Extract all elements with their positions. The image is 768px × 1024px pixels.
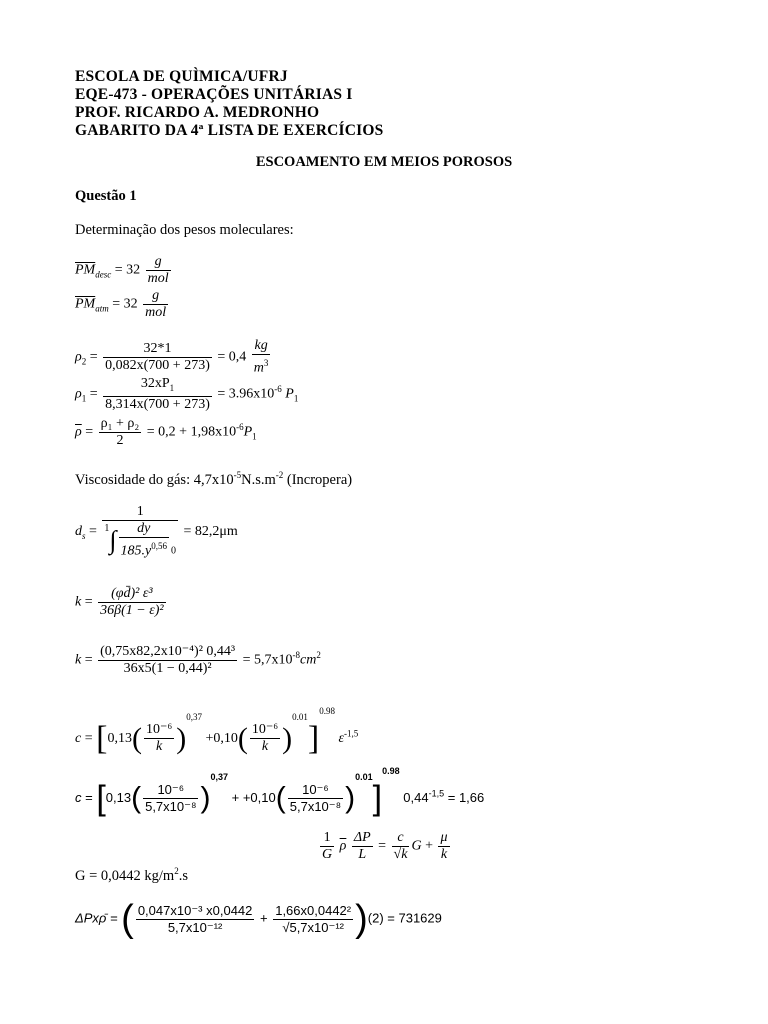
- c2-tail: 0,44: [403, 790, 429, 805]
- g-value-text: [75, 866, 188, 885]
- c2-num-a: 10⁻⁶: [143, 782, 198, 799]
- final-lhs: ΔPxρ̄ =: [75, 910, 118, 926]
- eq-pm-atm: [75, 288, 170, 321]
- c2-coef-b: +0,10: [242, 790, 276, 805]
- c1-den-a: k: [155, 739, 163, 755]
- rho1-frac: $\frac{32xP_1}{8,314x(700 + 273)}$: [105, 376, 210, 412]
- viscosity-suffix: (Incropera): [283, 471, 353, 488]
- c1-frac-a: [144, 722, 174, 755]
- ergun-lhs-num: 1: [320, 830, 334, 847]
- c1-num-b: 10⁻⁶: [251, 722, 279, 738]
- eq-ds: $d_s$ = 1 $^1$∫ $\frac{dy}{185.y^{0,56}}$ 0 = 82,2μm: [75, 504, 238, 559]
- rho2-result: = 0,4: [217, 349, 247, 365]
- rhobar-den: 2: [116, 433, 124, 448]
- g-suffix: .s: [178, 867, 188, 884]
- course-code: EQE-473 - OPERAÇÕES UNITÁRIAS I: [75, 86, 353, 103]
- k2-frac: [98, 644, 237, 677]
- k1-den: 36β(1 − ε)²: [100, 603, 164, 618]
- c1-num-a: 10⁻⁶: [145, 722, 173, 738]
- g-exp: 2: [174, 866, 179, 876]
- ergun-c: [392, 830, 410, 863]
- rhobar-num: ρ₁ + ρ₂: [100, 416, 140, 431]
- c1-epsilon: ε: [338, 731, 345, 746]
- rhobar-exp: -6: [236, 422, 244, 433]
- c2-den-b: 5,7x10⁻⁸: [289, 799, 342, 815]
- pm-unit-num: g: [154, 254, 162, 269]
- k1-frac: [98, 586, 165, 619]
- rho2-unit-den: m: [253, 360, 264, 376]
- rho2-unit-num: kg: [254, 338, 268, 353]
- pm-unit-frac: [146, 254, 171, 287]
- pm-unit-frac-2: [143, 288, 168, 321]
- ergun-mu-den: k: [440, 847, 448, 862]
- c1-den-b: k: [261, 739, 269, 755]
- ergun-dp-den: L: [358, 847, 367, 862]
- section-title: ESCOAMENTO EM MEIOS POROSOS: [255, 154, 513, 170]
- ergun-c-num: c: [397, 830, 404, 845]
- c1-coef-b: +0,10: [205, 731, 238, 746]
- final-t2-den: √5,7x10⁻¹²: [282, 919, 345, 935]
- c2-exp2: 0.01: [355, 772, 373, 782]
- eq-pm-desc: [75, 254, 173, 287]
- g-prefix: G = 0,0442 kg/m: [75, 867, 175, 884]
- ergun-dp-num: ΔP: [353, 830, 371, 845]
- c2-result: = 1,66: [447, 790, 485, 805]
- rho1-exp: -6: [274, 383, 282, 394]
- eq-rho1: $\rho_1$ = $\frac{32xP_1}{8,314x(700 + 273)}$ = $3.96x10^{-6}$ $P_1$: [75, 376, 299, 412]
- c2-coef-a: 0,13: [105, 790, 132, 805]
- ergun-mu-num: μ: [440, 830, 448, 845]
- pm-symbol: $\overline{PM}$: [75, 262, 96, 278]
- c1-epsilon-exp: -1,5: [344, 728, 359, 739]
- c2-exp3: 0.98: [382, 766, 400, 776]
- question-heading: Questão 1: [75, 188, 137, 204]
- ds-result: = 82,2μm: [183, 524, 238, 540]
- ds-inner-num: dy: [137, 521, 151, 536]
- c2-exp1: 0,37: [210, 772, 229, 782]
- c2-frac-a: [143, 782, 198, 815]
- pm-value-2: = 32: [112, 296, 138, 312]
- c2-num-b: 10⁻⁶: [288, 782, 343, 799]
- pm-symbol-2: $\overline{PM}$: [75, 296, 96, 312]
- c1-coef-a: 0,13: [107, 731, 132, 746]
- k2-exp: -8: [292, 650, 301, 661]
- ds-num: 1: [102, 504, 178, 521]
- c1-exp1: 0,37: [186, 712, 202, 722]
- c2-den-a: 5,7x10⁻⁸: [145, 799, 197, 815]
- final-t2-num: 1,66x0,0442²: [275, 902, 352, 918]
- ds-inner-den: 185.y: [120, 543, 152, 559]
- eq-k-general: k = $\frac{\text{(φd̄)² ε³}}{\text{36β(1 − ε)²}}$: [75, 586, 164, 618]
- eq-final: ΔPxρ̄ = ( $\frac{\text{0,047x10⁻³ x0,0442}}{\text{5,7x10⁻¹²}}$ + $\frac{\text{1,66x0,0442²}}{\text{√5,7x10⁻¹²}}$ )(2) = 731629: [75, 898, 442, 940]
- k1-num: (φd̄)² ε³: [111, 586, 153, 601]
- rhobar-frac: [99, 416, 142, 449]
- c1-exp2: 0.01: [292, 712, 308, 722]
- pm-value: = 32: [114, 262, 141, 278]
- rho1-num: 32xP: [140, 376, 170, 391]
- ds-inner-exp: 0,56: [151, 541, 168, 551]
- rho2-frac: [103, 341, 212, 374]
- pm-unit-den: mol: [147, 271, 169, 286]
- rho2-unit: $\frac{kg}{m^3}$: [253, 338, 269, 376]
- c2-frac-b: [288, 782, 343, 815]
- viscosity-prefix: Viscosidade do gás: 4,7x10: [75, 471, 234, 488]
- viscosity-exp2: -2: [275, 470, 284, 480]
- eq-c-numeric: c = [0,13( $\frac{\text{10⁻⁶}}{\text{5,7x10⁻⁸}}$ )$^{0,37}$ + +0,10( $\frac{\text{10⁻⁶}}{\text{5,7x10⁻⁸}}$ )$^{0.01}$]$^{0.98}$ $0,44^{-1,5} = 1,66$: [75, 766, 485, 818]
- ergun-dp: [352, 830, 373, 863]
- eq-k-numeric: k = $\frac{\text{(0,75x82,2x10⁻⁴)² 0,44³}}{\text{36x5(1 − 0,44)²}}$ = $5,7x10^{-8}cm^2$: [75, 644, 321, 676]
- viscosity-mid: N.s.m: [241, 471, 276, 488]
- ergun-lhs: [320, 830, 334, 863]
- eq-ergun: $\frac{1}{G}$ $\overline{\rho}$ $\frac{\Delta P}{L}$ = $\frac{c}{√k}$ G + $\frac{\mu}{k}$: [322, 830, 448, 862]
- ergun-mu: [438, 830, 449, 863]
- k2-num: (0,75x82,2x10⁻⁴)² 0,44³: [100, 644, 236, 659]
- pm-unit-num-2: g: [152, 288, 160, 303]
- rhobar-result: = 0,2 + 1,98x10: [146, 424, 237, 440]
- k2-result: = 5,7x10: [242, 652, 293, 668]
- final-result: (2) = 731629: [367, 910, 442, 926]
- rho2-den: 0,082x(700 + 273): [105, 357, 210, 373]
- rho1-result: = 3.96x10: [217, 386, 275, 402]
- c1-exp3: 0.98: [319, 706, 335, 716]
- professor-name: PROF. RICARDO A. MEDRONHO: [75, 104, 320, 121]
- ds-frac: 1 $^1$∫ $\frac{dy}{185.y^{0,56}}$ 0: [104, 504, 177, 559]
- k2-unit: cm: [300, 652, 317, 668]
- c1-frac-b: [250, 722, 280, 755]
- final-term1: [136, 903, 255, 936]
- final-term2: [273, 903, 353, 936]
- viscosity-exp1: -5: [233, 470, 242, 480]
- ds-inner-frac: [119, 521, 169, 560]
- eq-rho2: $\rho_2$ = $\frac{32*1}{0,082x(700 + 273)}$ = 0,4 $\frac{kg}{m^3}$: [75, 338, 269, 376]
- rho2-num: 32*1: [103, 341, 212, 358]
- eq-rho-bar: $\overline{\rho}$ = $\frac{\text{ρ₁ + ρ₂}}{2}$ = $0,2 + 1,98x10^{-6}P_1$: [75, 416, 257, 448]
- rho1-den: 8,314x(700 + 273): [105, 396, 210, 412]
- viscosity-text: [75, 470, 352, 489]
- ergun-c-den: √k: [393, 847, 408, 862]
- school-name: ESCOLA DE QUÌMICA/UFRJ: [75, 68, 288, 85]
- answer-key-title: GABARITO DA 4ª LISTA DE EXERCÍCIOS: [75, 122, 384, 139]
- k2-den: 36x5(1 − 0,44)²: [123, 661, 212, 676]
- c2-tail-exp: -1,5: [428, 788, 445, 799]
- final-t1-den: 5,7x10⁻¹²: [167, 919, 223, 935]
- ergun-lhs-den: G: [322, 847, 333, 862]
- pm-sub-desc: desc: [95, 269, 112, 280]
- pm-sub-atm: atm: [95, 303, 109, 314]
- pm-unit-den-2: mol: [145, 305, 167, 320]
- eq-c-general: c = [0,13( $\frac{\text{10⁻⁶}}{k}$ )$^{0,37}$ +0,10( $\frac{\text{10⁻⁶}}{k}$ )$^{0.01}$]$^{0.98}$ $\varepsilon^{-1,5}$: [75, 706, 359, 757]
- final-t1-num: 0,047x10⁻³ x0,0442: [137, 902, 253, 918]
- intro-text: Determinação dos pesos moleculares:: [75, 222, 294, 238]
